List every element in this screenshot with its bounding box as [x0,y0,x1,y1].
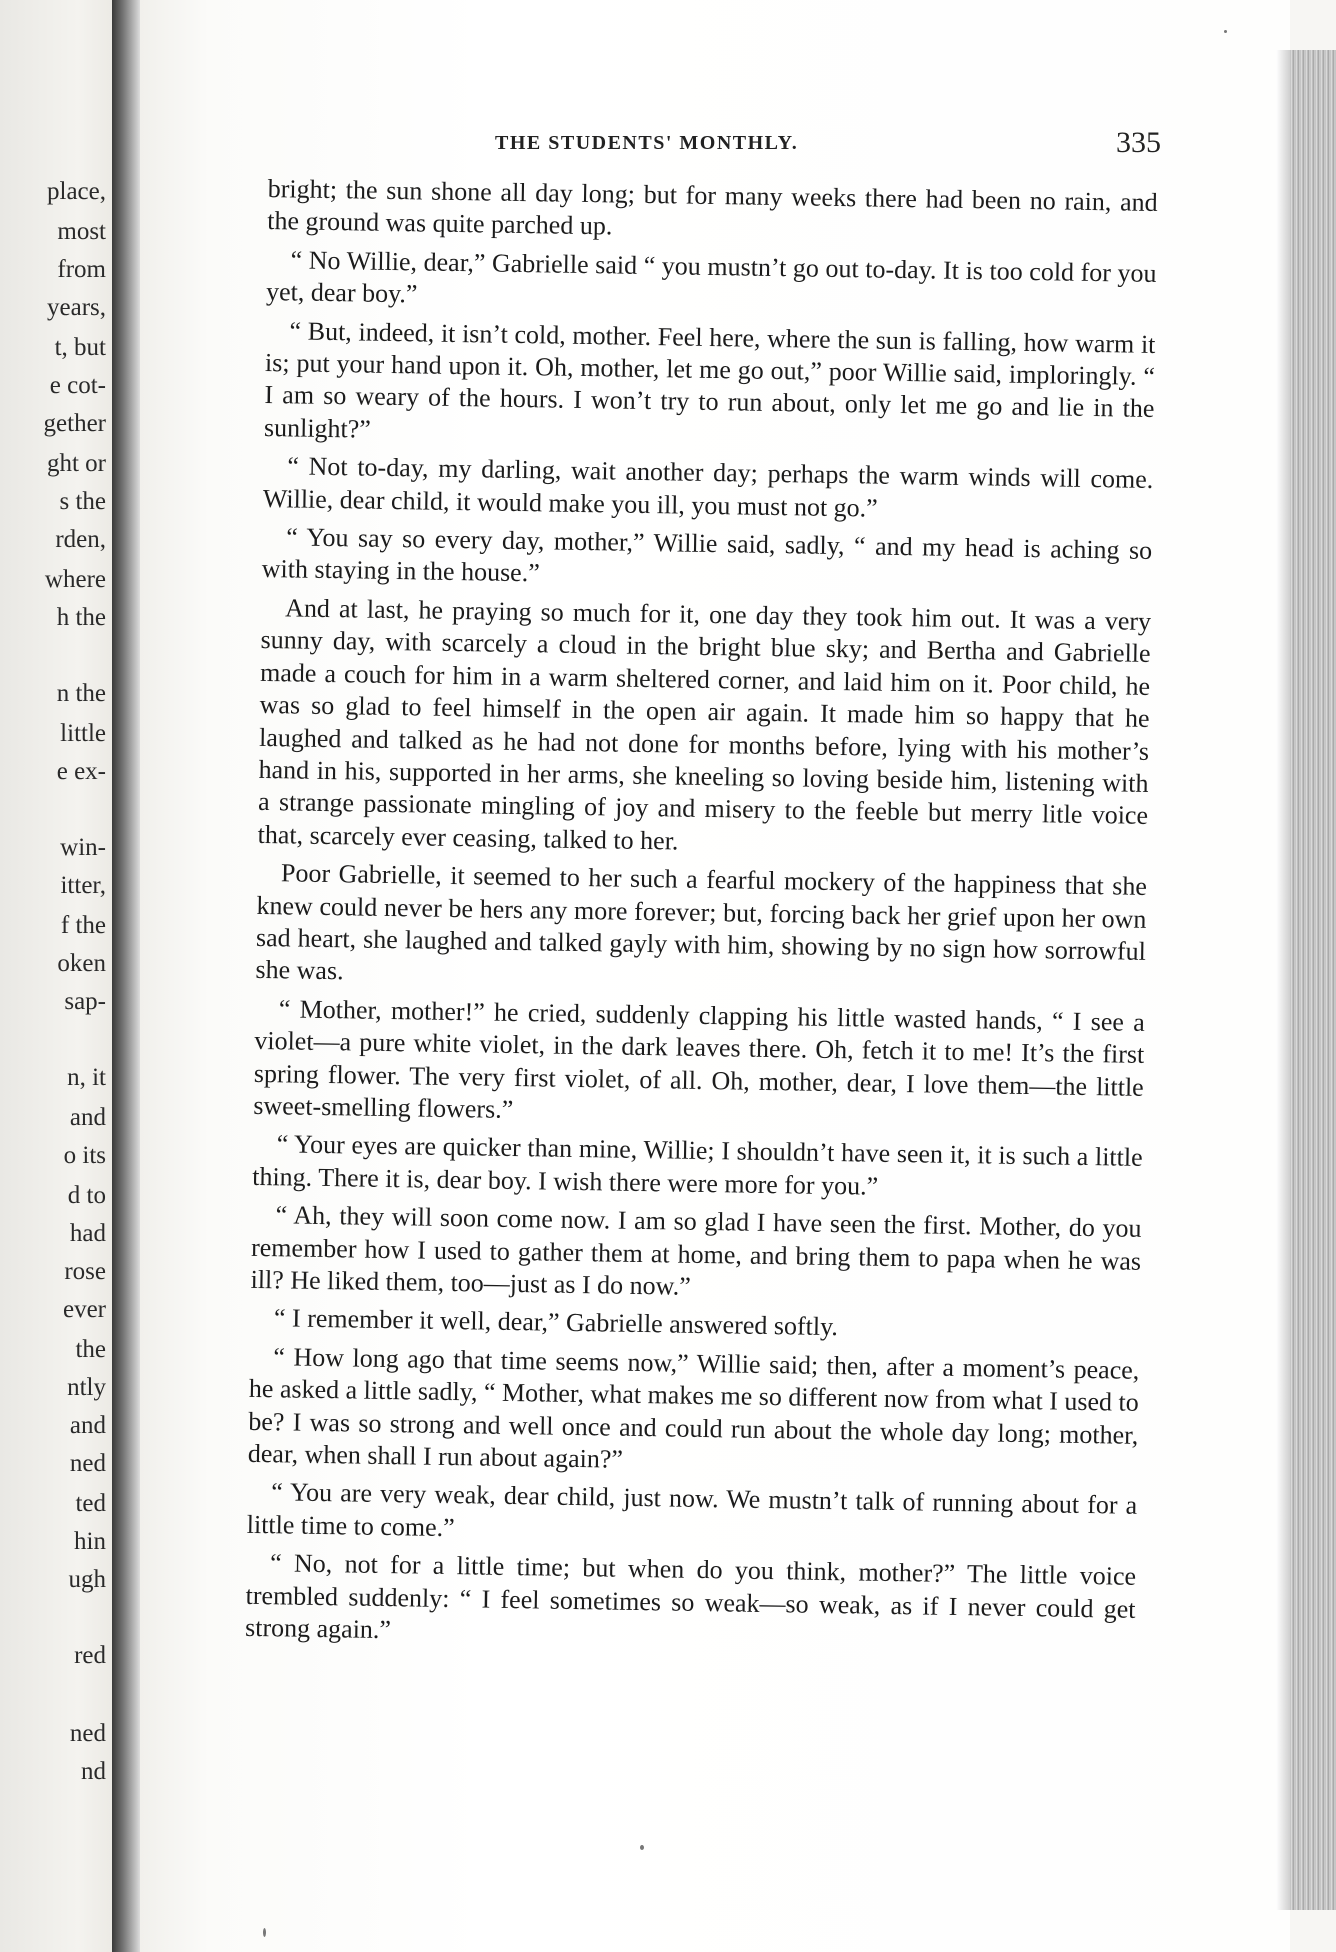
facing-page-text-fragment: nd [81,1758,106,1785]
facing-page-text-fragment: e ex- [56,758,106,785]
facing-page-text-fragment: t, but [54,334,106,361]
page-edge-shadow [1276,50,1290,1910]
paragraph: “ No Willie, dear,” Gabrielle said “ you mustn’t go out to-day. It is too cold for you yet, dear boy.” [265,245,1157,309]
paragraph: “ How long ago that time seems now,” Willie said; then, after a moment’s peace, he asked a little sadly, “ Mother, what makes me so different now from what I used to be? I was so strong and well once and could run about the whole day long; mother, dear, when shall I run about again?” [247,1342,1140,1474]
facing-page-text-fragment: ned [69,1720,106,1747]
article-body [245,173,1158,1664]
facing-page-text-fragment: oken [57,950,106,977]
paragraph: bright; the sun shone all day long; but for many weeks there had been no rain, and the ground was quite parched up. [267,173,1158,241]
paragraph: “ But, indeed, it isn’t cold, mother. Feel here, where the sun is falling, how warm it is; put your hand upon it. Oh, mother, let me go out,” poor Willie said, imploringly. “ I am so weary of the hours. I won’t try to run about, only let me go and lie in the sunlight?” [263,315,1156,444]
facing-page-text-fragment: win- [60,834,106,861]
facing-page-text-fragment: from [57,256,106,283]
facing-page-text-fragment: place, [47,178,106,205]
facing-page-text-fragment: hin [74,1528,106,1555]
paragraph: “ I remember it well, dear,” Gabrielle answered softly. [273,1303,839,1342]
facing-page-text-fragment: itter, [60,872,106,899]
facing-page-text-fragment: h the [56,604,106,631]
facing-page-text-fragment: sap- [64,988,106,1015]
facing-page-text-fragment: little [60,720,106,747]
paragraph: “ You say so every day, mother,” Willie said, sadly, “ and my head is aching so with staying in the house.” [261,522,1153,588]
facing-page-text-fragment: ght or [46,450,106,477]
paragraph: “ Your eyes are quicker than mine, Willie; I shouldn’t have seen it, it is such a little thing. There it is, dear boy. I wish there were more for you.” [252,1129,1143,1201]
page-number: 335 [1116,126,1161,159]
facing-page-text-fragment: ntly [67,1374,106,1401]
facing-page-text-fragment: n, it [67,1064,106,1091]
facing-page-text-fragment: n the [56,680,106,707]
facing-page-text-fragment: rden, [55,526,106,553]
binding-gutter [112,0,140,1952]
running-head: THE STUDENTS' MONTHLY. [495,132,799,154]
page-header [140,128,1290,168]
facing-page-text-fragment: s the [59,488,106,515]
facing-page-text-fragment: the [75,1336,106,1363]
paragraph: “ Mother, mother!” he cried, suddenly clapping his little wasted hands, “ I see a violet—a pure white violet, in the dark leaves there. Oh, fetch it to me! It’s the first spring flower. The very first violet, of all. Oh, mother, dear, I love them—the little sweet-smelling flowers.” [253,994,1145,1124]
facing-page-text-fragment: e cot- [49,372,106,399]
facing-page-text-fragment: red [74,1642,106,1669]
facing-page-text-fragment: ever [62,1296,106,1323]
facing-page-text-fragment: o its [63,1142,106,1169]
facing-page-text-fragment: rose [64,1258,106,1285]
facing-page-text-fragment: f the [60,912,106,939]
facing-page-text-fragment: ned [69,1450,106,1477]
facing-page-text-fragment: d to [67,1182,106,1209]
paragraph: And at last, he praying so much for it, one day they took him out. It was a very sunny day, with scarcely a cloud in the bright blue sky; and Bertha and Gabrielle made a couch for him in a warm sheltered corner, and laid him on it. Poor child, he was so glad to feel himself in the open air again. It made him so happy that he laughed and talked as he had not done for months before, lying with his mother’s hand in his, supported in her arms, she kneeling so loving beside him, listening with a strange passionate mingling of joy and misery to the feeble but merry litle voice that, scarcely ever ceasing, talked to her. [257,593,1152,856]
facing-page-text-fragment: gether [43,410,106,437]
facing-page-text-fragment: had [69,1220,106,1247]
print-speck [263,1928,266,1937]
print-speck [640,1845,644,1850]
page-block-edge [1290,50,1336,1910]
paragraph: “ You are very weak, dear child, just now. We mustn’t talk of running about for a little time to come.” [246,1477,1138,1542]
paragraph: “ No, not for a little time; but when do you think, mother?” The little voice trembled suddenly: “ I feel sometimes so weak—so weak, as if I never could get strong again.” [244,1548,1137,1645]
facing-page-text-fragment: and [69,1412,106,1439]
paragraph: “ Not to-day, my darling, wait another day; perhaps the warm winds will come. Willie, dear child, it would make you ill, you must not go.” [262,451,1154,523]
facing-page-text-fragment: most [57,218,106,245]
facing-page-text-fragment: and [69,1104,106,1131]
facing-page-fragment [0,0,112,1952]
paragraph: Poor Gabrielle, it seemed to her such a fearful mockery of the happiness that she knew could never be hers any more forever; but, forcing back her grief upon her own sad heart, she laughed and talked gayly with him, showing by no sign how sorrowful she was. [255,858,1148,986]
facing-page-text-fragment: ted [75,1490,106,1517]
paragraph: “ Ah, they will soon come now. I am so glad I have seen the first. Mother, do you remember how I used to gather them at home, and bring them to papa when he was ill? He liked them, too—just as I do now.” [250,1200,1142,1301]
facing-page-text-fragment: where [44,566,106,593]
facing-page-text-fragment: years, [47,294,106,321]
print-speck [1224,30,1227,33]
facing-page-text-fragment: ugh [68,1566,106,1593]
